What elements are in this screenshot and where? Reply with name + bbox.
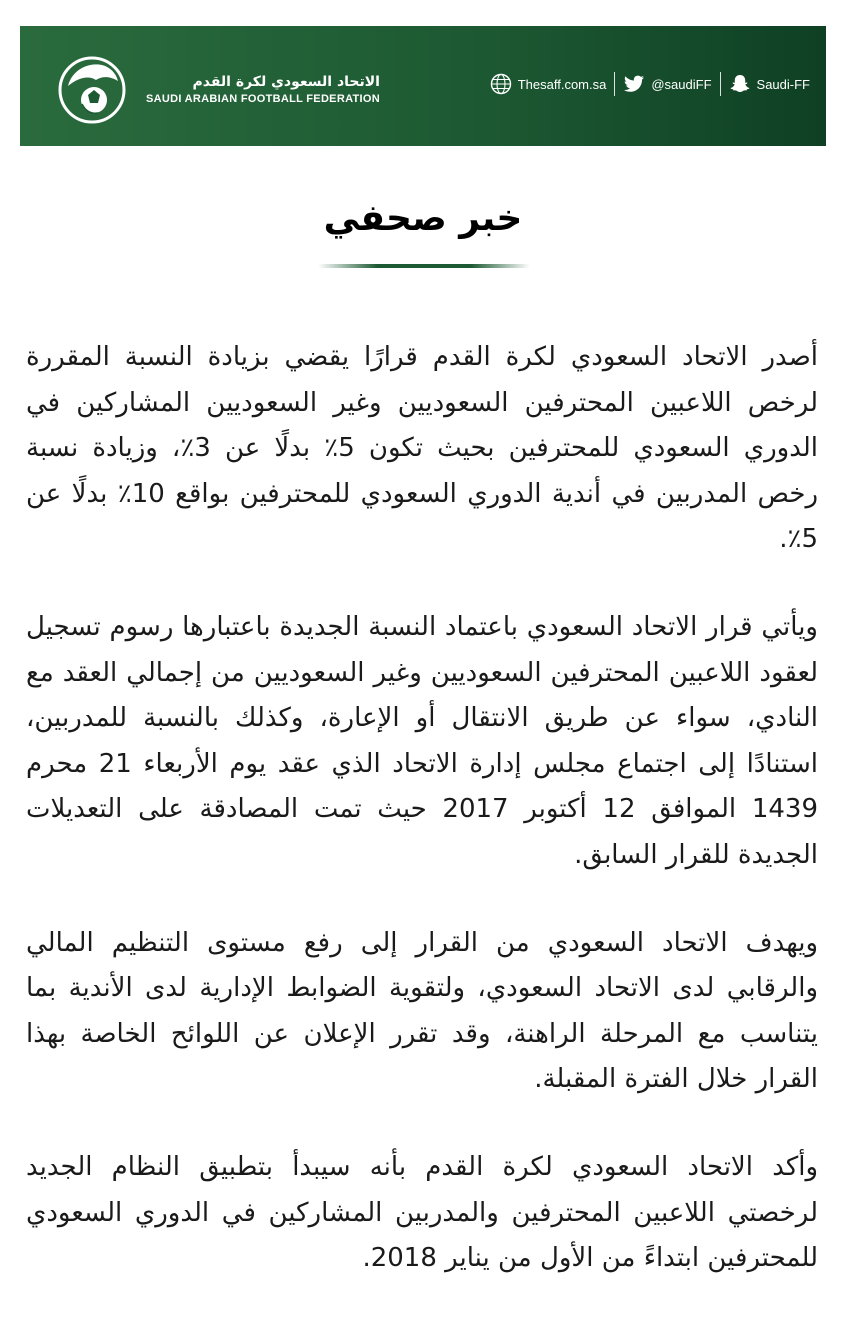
federation-banner [20, 26, 826, 146]
snapchat-handle: Saudi-FF [756, 76, 810, 92]
divider [614, 72, 615, 96]
twitter-link[interactable] [623, 73, 711, 95]
twitter-icon [623, 73, 645, 95]
website-link[interactable] [490, 73, 607, 95]
snapchat-link[interactable] [729, 73, 810, 95]
federation-branding [58, 56, 380, 124]
page-title: خبر صحفي [323, 198, 523, 239]
federation-name-english: SAUDI ARABIAN FOOTBALL FEDERATION [146, 93, 380, 105]
website-text: Thesaff.com.sa [517, 76, 607, 92]
paragraph: ويأتي قرار الاتحاد السعودي باعتماد النسبة الجديدة باعتبارها رسوم تسجيل لعقود اللاعبين المحترفين السعوديين وغير السعوديين من إجمالي العقد مع النادي، سواء عن طريق الانتقال أو الإعارة، وكذلك بالنسبة للمدربين، استنادًا إلى اجتماع مجلس إدارة الاتحاد الذي عقد يوم الأربعاء 21 محرم 1439 الموافق 12 أكتوبر 2017 حيث تمت المصادقة على التعديلات الجديدة للقرار السابق. [26, 611, 819, 870]
divider [720, 72, 721, 96]
press-release-body [26, 335, 818, 1324]
paragraph: وأكد الاتحاد السعودي لكرة القدم بأنه سيبدأ بتطبيق النظام الجديد لرخصتي اللاعبين المحترفين والمدربين المشاركين في الدوري السعودي للمحترفين ابتداءً من الأول من يناير 2018. [26, 1151, 818, 1274]
snapchat-icon [729, 73, 751, 95]
twitter-handle: @saudiFF [651, 76, 712, 92]
federation-logo-icon [58, 56, 126, 124]
globe-icon [490, 73, 512, 95]
contact-links [490, 72, 810, 96]
paragraph: أصدر الاتحاد السعودي لكرة القدم قرارًا يقضي بزيادة النسبة المقررة لرخص اللاعبين المحترفين السعوديين وغير السعوديين المشاركين في الدوري السعودي للمحترفين بحيث تكون 5٪ بدلًا عن 3٪، وزيادة نسبة رخص المدربين في أندية الدوري السعودي للمحترفين بواقع 10٪ بدلًا عن 5٪. [26, 342, 819, 555]
paragraph: ويهدف الاتحاد السعودي من القرار إلى رفع مستوى التنظيم المالي والرقابي لدى الاتحاد السعودي، ولتقوية الضوابط الإدارية لدى الأندية بما يتناسب مع المرحلة الراهنة، وقد تقرر الإعلان عن اللوائح الخاصة بهذا القرار خلال الفترة المقبلة. [26, 927, 818, 1095]
federation-name-arabic: الاتحاد السعودي لكرة القدم [192, 74, 380, 90]
title-underline [318, 264, 530, 268]
